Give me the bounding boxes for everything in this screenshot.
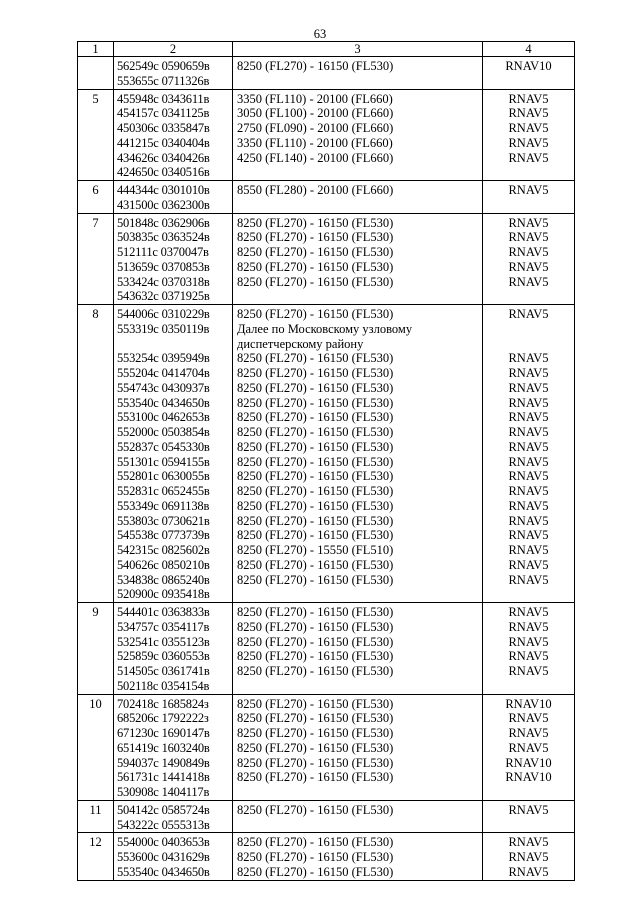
flight-level-range: 8250 (FL270) - 16150 (FL530) (237, 619, 394, 634)
waypoint-coordinates: 553100с 0462653в (117, 410, 210, 425)
navigation-spec: RNAV5 (508, 366, 549, 380)
flight-level-range: 8250 (FL270) - 16150 (FL530) (237, 498, 394, 513)
waypoint-coordinates: 562549с 0590659в (117, 59, 210, 73)
waypoint-coordinates: 553254с 0395949в (117, 351, 210, 366)
flight-levels-cell (233, 181, 483, 214)
navigation-spec: RNAV5 (508, 850, 549, 864)
navigation-spec: RNAV5 (508, 649, 549, 664)
waypoint-coordinates: 553349с 0691138в (117, 498, 210, 513)
flight-level-range: 8250 (FL270) - 16150 (FL530) (237, 395, 394, 410)
flight-level-range: 8250 (FL270) - 16150 (FL530) (237, 274, 394, 289)
navigation-spec: RNAV10 (505, 59, 552, 73)
flight-level-range: 8550 (FL280) - 20100 (FL660) (237, 183, 394, 197)
waypoint-coordinates: 424650с 0340516в (117, 165, 210, 180)
waypoint-coordinates: 431500с 0362300в (117, 197, 210, 212)
flight-level-range: 8250 (FL270) - 16150 (FL530) (237, 755, 394, 770)
navigation-spec-cell (483, 57, 575, 90)
waypoint-coordinates: 671230с 1690147в (117, 726, 210, 740)
waypoint-coordinates: 512111с 0370047в (117, 245, 209, 259)
navigation-spec: RNAV5 (508, 135, 549, 150)
navigation-spec-cell (483, 89, 575, 181)
flight-level-range: 8250 (FL270) - 16150 (FL530) (237, 649, 394, 664)
navigation-spec: RNAV5 (508, 230, 549, 245)
flight-level-range: 8250 (FL270) - 16150 (FL530) (237, 366, 394, 380)
flight-level-range (233, 679, 482, 694)
flight-level-range (233, 198, 482, 213)
flight-level-range: 8250 (FL270) - 16150 (FL530) (237, 802, 394, 817)
route-number: 12 (78, 833, 114, 880)
column-header: 2 (114, 42, 233, 57)
flight-level-range: 8250 (FL270) - 16150 (FL530) (237, 425, 394, 439)
waypoint-coordinates: 441215с 0340404в (117, 135, 210, 150)
waypoint-coordinates: 534757с 0354117в (117, 619, 210, 634)
route-note: Далее по Московскому узловому диспетчерскому району (237, 321, 413, 351)
waypoint-coordinates: 553540с 0434650в (117, 395, 210, 410)
coordinates-cell (114, 603, 233, 695)
navigation-spec: RNAV5 (508, 619, 549, 634)
route-table (77, 41, 575, 881)
coordinates-cell (114, 305, 233, 603)
navigation-spec: RNAV5 (508, 557, 549, 572)
route-number: 7 (78, 213, 114, 305)
flight-level-range: 8250 (FL270) - 16150 (FL530) (237, 850, 394, 864)
flight-levels-cell (233, 800, 483, 833)
column-header: 3 (233, 42, 483, 57)
waypoint-coordinates: 552837с 0545330в (117, 439, 210, 454)
coordinates-cell (114, 800, 233, 833)
route-number (78, 57, 114, 90)
navigation-spec: RNAV5 (508, 726, 549, 740)
flight-level-range: 8250 (FL270) - 16150 (FL530) (237, 410, 394, 425)
route-number: 6 (78, 181, 114, 214)
waypoint-coordinates: 450306с 0335847в (117, 121, 210, 135)
waypoint-coordinates: 553803с 0730621в (117, 513, 210, 528)
waypoint-coordinates: 501848с 0362906в (117, 215, 210, 230)
navigation-spec: RNAV5 (508, 740, 549, 755)
navigation-spec (483, 679, 574, 694)
waypoint-coordinates: 555204с 0414704в (117, 366, 210, 380)
waypoint-coordinates: 544006с 0310229в (117, 307, 210, 321)
navigation-spec: RNAV5 (508, 395, 549, 410)
flight-level-range: 8250 (FL270) - 16150 (FL530) (237, 454, 394, 469)
waypoint-coordinates: 504142с 0585724в (117, 802, 210, 817)
flight-level-range: 8250 (FL270) - 16150 (FL530) (237, 770, 394, 785)
navigation-spec (483, 818, 574, 833)
navigation-spec (483, 785, 574, 800)
route-number: 5 (78, 89, 114, 181)
flight-levels-cell (233, 89, 483, 181)
waypoint-coordinates: 552831с 0652455в (117, 484, 210, 498)
navigation-spec: RNAV5 (508, 307, 549, 321)
waypoint-coordinates: 513659с 0370853в (117, 259, 210, 274)
flight-levels-cell (233, 305, 483, 603)
flight-level-range (233, 289, 482, 304)
navigation-spec: RNAV10 (505, 770, 552, 785)
flight-level-range: 8250 (FL270) - 16150 (FL530) (237, 245, 394, 259)
flight-level-range: 8250 (FL270) - 16150 (FL530) (237, 439, 394, 454)
table-row (78, 213, 575, 305)
table-row (78, 800, 575, 833)
flight-level-range: 8250 (FL270) - 16150 (FL530) (237, 864, 394, 879)
waypoint-coordinates: 551301с 0594155в (117, 454, 210, 469)
navigation-spec-cell (483, 603, 575, 695)
waypoint-coordinates: 520900с 0935418в (117, 587, 210, 602)
flight-level-range: 8250 (FL270) - 16150 (FL530) (237, 572, 394, 587)
flight-level-range: 8250 (FL270) - 16150 (FL530) (237, 557, 394, 572)
navigation-spec: RNAV5 (508, 802, 549, 817)
flight-level-range: 8250 (FL270) - 16150 (FL530) (237, 528, 394, 543)
coordinates-cell (114, 694, 233, 800)
column-header: 1 (78, 42, 114, 57)
flight-level-range (233, 818, 482, 833)
flight-level-range: 8250 (FL270) - 16150 (FL530) (237, 259, 394, 274)
flight-level-range: 3050 (FL100) - 20100 (FL660) (237, 106, 394, 121)
table-row (78, 305, 575, 603)
flight-level-range: 8250 (FL270) - 16150 (FL530) (237, 726, 394, 740)
waypoint-coordinates: 553655с 0711326в (117, 73, 210, 88)
route-number: 8 (78, 305, 114, 603)
navigation-spec (483, 289, 574, 304)
flight-levels-cell (233, 694, 483, 800)
flight-levels-cell (233, 57, 483, 90)
waypoint-coordinates: 444344с 0301010в (117, 183, 210, 197)
navigation-spec: RNAV5 (508, 605, 549, 619)
navigation-spec: RNAV5 (508, 634, 549, 649)
waypoint-coordinates: 552801с 0630055в (117, 469, 210, 484)
flight-level-range: 8250 (FL270) - 16150 (FL530) (237, 605, 394, 619)
flight-level-range: 8250 (FL270) - 16150 (FL530) (237, 696, 394, 711)
table-header-row (78, 42, 575, 57)
flight-level-range: 8250 (FL270) - 16150 (FL530) (237, 664, 394, 678)
navigation-spec-cell (483, 213, 575, 305)
flight-level-range: 4250 (FL140) - 20100 (FL660) (237, 150, 394, 165)
waypoint-coordinates: 543222с 0555313в (117, 817, 210, 832)
flight-level-range: 8250 (FL270) - 16150 (FL530) (237, 59, 394, 73)
navigation-spec-cell (483, 305, 575, 603)
navigation-spec: RNAV5 (508, 91, 549, 106)
navigation-spec: RNAV5 (508, 543, 549, 557)
table-row (78, 89, 575, 181)
navigation-spec (483, 165, 574, 180)
waypoint-coordinates: 685206с 1792222з (117, 711, 209, 726)
flight-level-range: 8250 (FL270) - 15550 (FL510) (237, 543, 394, 557)
flight-level-range: 2750 (FL090) - 20100 (FL660) (237, 121, 394, 135)
waypoint-coordinates: 543632с 0371925в (117, 289, 210, 304)
waypoint-coordinates: 553319с 0350119в (117, 321, 210, 336)
navigation-spec: RNAV5 (508, 835, 549, 850)
table-row (78, 57, 575, 90)
flight-levels-cell (233, 833, 483, 880)
flight-level-range: 8250 (FL270) - 16150 (FL530) (237, 230, 394, 245)
waypoint-coordinates: 530908с 1404117в (117, 785, 210, 799)
waypoint-coordinates: 552000с 0503854в (117, 425, 210, 439)
waypoint-coordinates: 455948с 0343611в (117, 91, 210, 106)
navigation-spec: RNAV5 (508, 513, 549, 528)
navigation-spec: RNAV5 (508, 454, 549, 469)
waypoint-coordinates: 503835с 0363524в (117, 230, 210, 245)
flight-level-range (233, 74, 482, 89)
flight-level-range: 8250 (FL270) - 16150 (FL530) (237, 215, 394, 230)
navigation-spec: RNAV5 (508, 469, 549, 484)
navigation-spec: RNAV5 (508, 572, 549, 587)
coordinates-cell (114, 89, 233, 181)
flight-level-range: 8250 (FL270) - 16150 (FL530) (237, 380, 394, 395)
flight-level-range (233, 165, 482, 180)
waypoint-coordinates: 525859с 0360553в (117, 649, 210, 664)
navigation-spec: RNAV5 (508, 498, 549, 513)
waypoint-coordinates: 532541с 0355123в (117, 634, 210, 649)
waypoint-coordinates: 702418с 1685824з (117, 696, 209, 711)
flight-level-range: 3350 (FL110) - 20100 (FL660) (237, 91, 393, 106)
table-row (78, 833, 575, 880)
waypoint-coordinates: 553540с 0434650в (117, 864, 210, 879)
navigation-spec: RNAV5 (508, 245, 549, 259)
flight-level-range: 8250 (FL270) - 16150 (FL530) (237, 740, 394, 755)
navigation-spec (483, 74, 574, 89)
navigation-spec: RNAV5 (508, 150, 549, 165)
route-number: 9 (78, 603, 114, 695)
waypoint-coordinates: 534838с 0865240в (117, 572, 210, 587)
navigation-spec: RNAV5 (508, 664, 549, 678)
flight-level-range: 8250 (FL270) - 16150 (FL530) (237, 634, 394, 649)
navigation-spec (483, 587, 574, 602)
flight-level-range: 8250 (FL270) - 16150 (FL530) (237, 484, 394, 498)
navigation-spec-cell (483, 694, 575, 800)
table-row (78, 603, 575, 695)
waypoint-coordinates: 533424с 0370318в (117, 274, 210, 289)
column-header: 4 (483, 42, 575, 57)
flight-level-range: 8250 (FL270) - 16150 (FL530) (237, 351, 394, 366)
navigation-spec: RNAV5 (508, 380, 549, 395)
waypoint-coordinates: 434626с 0340426в (117, 150, 210, 165)
table-body (78, 57, 575, 881)
coordinates-cell (114, 833, 233, 880)
navigation-spec-cell (483, 800, 575, 833)
coordinates-cell (114, 213, 233, 305)
flight-levels-cell (233, 213, 483, 305)
waypoint-coordinates: 553600с 0431629в (117, 850, 210, 864)
flight-levels-cell (233, 603, 483, 695)
navigation-spec: RNAV5 (508, 484, 549, 498)
navigation-spec: RNAV5 (508, 106, 549, 121)
navigation-spec: RNAV5 (508, 274, 549, 289)
flight-level-range: 8250 (FL270) - 16150 (FL530) (237, 711, 394, 726)
navigation-spec: RNAV5 (508, 215, 549, 230)
navigation-spec: RNAV5 (508, 439, 549, 454)
flight-level-range: 8250 (FL270) - 16150 (FL530) (237, 835, 394, 850)
flight-level-range: 8250 (FL270) - 16150 (FL530) (237, 513, 394, 528)
navigation-spec (483, 322, 574, 352)
flight-level-range: 8250 (FL270) - 16150 (FL530) (237, 469, 394, 484)
navigation-spec: RNAV10 (505, 696, 552, 711)
flight-level-range (233, 587, 482, 602)
navigation-spec: RNAV5 (508, 410, 549, 425)
waypoint-coordinates: 514505с 0361741в (117, 664, 210, 678)
table-row (78, 181, 575, 214)
navigation-spec: RNAV5 (508, 864, 549, 879)
flight-level-range: 3350 (FL110) - 20100 (FL660) (237, 135, 393, 150)
navigation-spec (483, 198, 574, 213)
waypoint-coordinates: 651419с 1603240в (117, 740, 210, 755)
navigation-spec: RNAV5 (508, 259, 549, 274)
waypoint-coordinates: 545538с 0773739в (117, 528, 210, 543)
waypoint-coordinates: 540626с 0850210в (117, 557, 210, 572)
navigation-spec: RNAV5 (508, 528, 549, 543)
coordinates-cell (114, 57, 233, 90)
waypoint-coordinates: 554743с 0430937в (117, 380, 210, 395)
coordinates-cell (114, 181, 233, 214)
route-number: 10 (78, 694, 114, 800)
flight-level-range: 8250 (FL270) - 16150 (FL530) (237, 307, 394, 321)
navigation-spec: RNAV5 (508, 351, 549, 366)
waypoint-coordinates: 544401с 0363833в (117, 605, 210, 619)
navigation-spec-cell (483, 181, 575, 214)
page-number: 63 (313, 27, 327, 41)
flight-level-range (233, 785, 482, 800)
navigation-spec: RNAV10 (505, 755, 552, 770)
waypoint-coordinates: 594037с 1490849в (117, 755, 210, 770)
navigation-spec: RNAV5 (508, 121, 549, 135)
route-number: 11 (78, 800, 114, 833)
waypoint-coordinates: 454157с 0341125в (117, 106, 210, 121)
waypoint-coordinates: 554000с 0403653в (117, 835, 210, 850)
navigation-spec: RNAV5 (508, 183, 549, 197)
navigation-spec: RNAV5 (508, 711, 549, 726)
table-row (78, 694, 575, 800)
waypoint-coordinates: 502118с 0354154в (117, 678, 210, 693)
navigation-spec-cell (483, 833, 575, 880)
waypoint-coordinates: 542315с 0825602в (117, 543, 210, 557)
navigation-spec: RNAV5 (508, 425, 549, 439)
waypoint-coordinates: 561731с 1441418в (117, 770, 210, 785)
